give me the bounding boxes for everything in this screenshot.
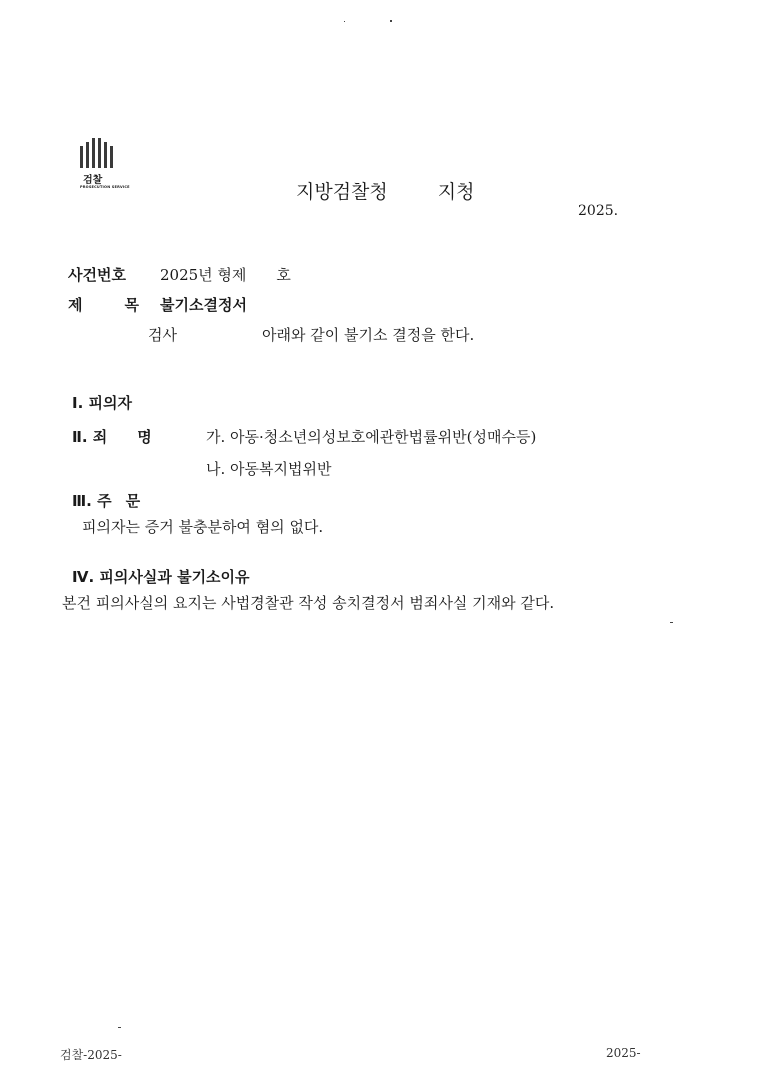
- case-number-label: 사건번호: [68, 266, 126, 284]
- branch-name: 지청: [437, 181, 475, 203]
- footer-left: 검찰-2025-: [60, 1048, 122, 1062]
- crime-heading: [72, 426, 152, 447]
- reason-heading: Ⅳ. 피의사실과 불기소이유: [72, 568, 250, 586]
- order-heading: [72, 490, 140, 511]
- logo-subtext: PROSECUTION SERVICE: [80, 185, 130, 189]
- order-heading-word: 문: [125, 492, 141, 510]
- logo-bars-icon: [80, 138, 116, 168]
- subject-label: [68, 294, 139, 315]
- scan-speck: [344, 21, 345, 22]
- crime-heading-num: Ⅱ. 죄: [72, 428, 108, 446]
- scan-speck: [118, 1027, 121, 1028]
- office-name: 지방검찰청: [296, 181, 388, 203]
- scan-speck: [390, 20, 392, 22]
- prosecution-logo: [80, 138, 130, 194]
- suspect-heading: Ⅰ. 피의자: [72, 394, 132, 412]
- logo-text: 검찰: [83, 175, 103, 186]
- crime-item: 가. 아동·청소년의성보호에관한법률위반(성매수등): [206, 428, 537, 446]
- prosecutor-label: 검사: [148, 326, 177, 344]
- scan-speck: [670, 622, 673, 623]
- reason-text: 본건 피의사실의 요지는 사법경찰관 작성 송치결정서 범죄사실 기재와 같다.: [62, 594, 555, 612]
- document-header: [296, 177, 475, 204]
- subject-value: 불기소결정서: [160, 296, 247, 314]
- subject-label-char-1: 제: [68, 296, 83, 314]
- document-date: 2025.: [578, 203, 619, 219]
- crime-heading-word: 명: [137, 428, 152, 446]
- order-text: 피의자는 증거 불충분하여 혐의 없다.: [82, 518, 324, 536]
- footer-right: 2025-: [606, 1046, 641, 1060]
- order-heading-num: Ⅲ. 주: [72, 492, 112, 510]
- case-number-value: 2025년 형제 호: [160, 266, 291, 284]
- crime-item: 나. 아동복지법위반: [206, 460, 332, 478]
- decision-statement: 아래와 같이 불기소 결정을 한다.: [262, 326, 475, 344]
- subject-label-char-2: 목: [124, 296, 139, 314]
